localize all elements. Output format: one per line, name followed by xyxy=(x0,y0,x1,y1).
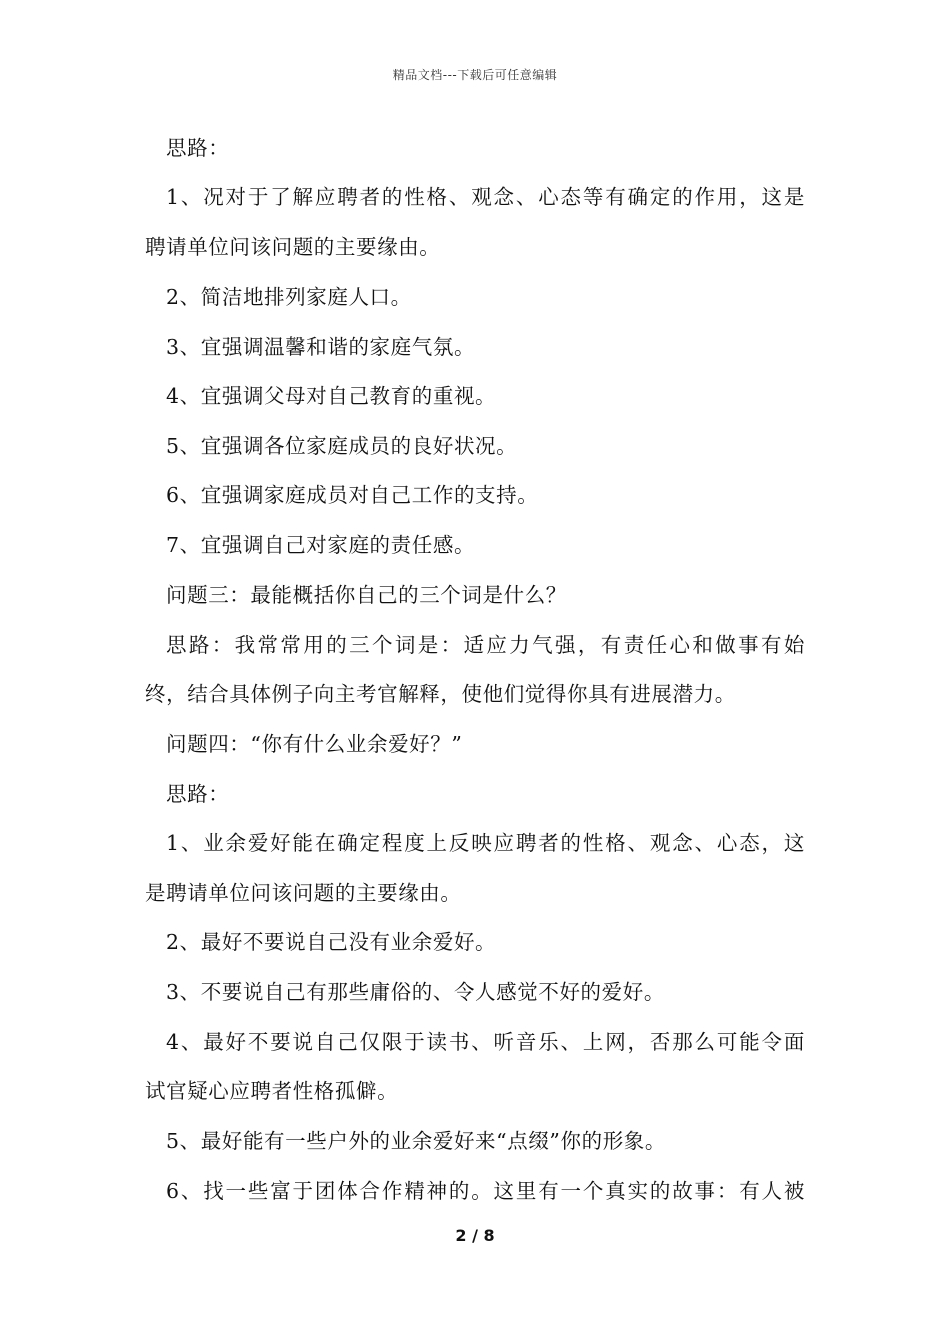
body-line: 1、况对于了解应聘者的性格、观念、心态等有确定的作用，这是 xyxy=(166,185,805,209)
body-line: 3、不要说自己有那些庸俗的、令人感觉不好的爱好。 xyxy=(166,980,665,1004)
body-line: 问题四：“你有什么业余爱好？” xyxy=(166,732,463,756)
page-header: 精品文档---下载后可任意编辑 xyxy=(392,68,558,82)
body-line: 6、宜强调家庭成员对自己工作的支持。 xyxy=(166,483,539,507)
body-line: 4、最好不要说自己仅限于读书、听音乐、上网，否那么可能令面 xyxy=(166,1030,805,1054)
body-line: 是聘请单位问该问题的主要缘由。 xyxy=(145,881,462,905)
body-line: 5、宜强调各位家庭成员的良好状况。 xyxy=(166,434,518,458)
body-line: 终，结合具体例子向主考官解释，使他们觉得你具有进展潜力。 xyxy=(145,682,736,706)
body-line: 聘请单位问该问题的主要缘由。 xyxy=(145,235,441,259)
body-line: 思路： xyxy=(166,782,230,806)
body-line: 思路： xyxy=(166,136,230,160)
body-line: 4、宜强调父母对自己教育的重视。 xyxy=(166,384,497,408)
body-line: 2、简洁地排列家庭人口。 xyxy=(166,285,412,309)
body-line: 试官疑心应聘者性格孤僻。 xyxy=(145,1079,399,1103)
body-line: 问题三：最能概括你自己的三个词是什么？ xyxy=(166,583,567,607)
body-line: 5、最好能有一些户外的业余爱好来“点缀”你的形象。 xyxy=(166,1129,667,1153)
body-line: 思路：我常常用的三个词是：适应力气强，有责任心和做事有始 xyxy=(166,633,805,657)
body-line: 6、找一些富于团体合作精神的。这里有一个真实的故事：有人被 xyxy=(166,1179,805,1203)
body-line: 2、最好不要说自己没有业余爱好。 xyxy=(166,930,497,954)
body-line: 1、业余爱好能在确定程度上反映应聘者的性格、观念、心态，这 xyxy=(166,831,805,855)
body-line: 7、宜强调自己对家庭的责任感。 xyxy=(166,533,476,557)
page-number: 2 / 8 xyxy=(455,1226,495,1245)
body-line: 3、宜强调温馨和谐的家庭气氛。 xyxy=(166,335,476,359)
